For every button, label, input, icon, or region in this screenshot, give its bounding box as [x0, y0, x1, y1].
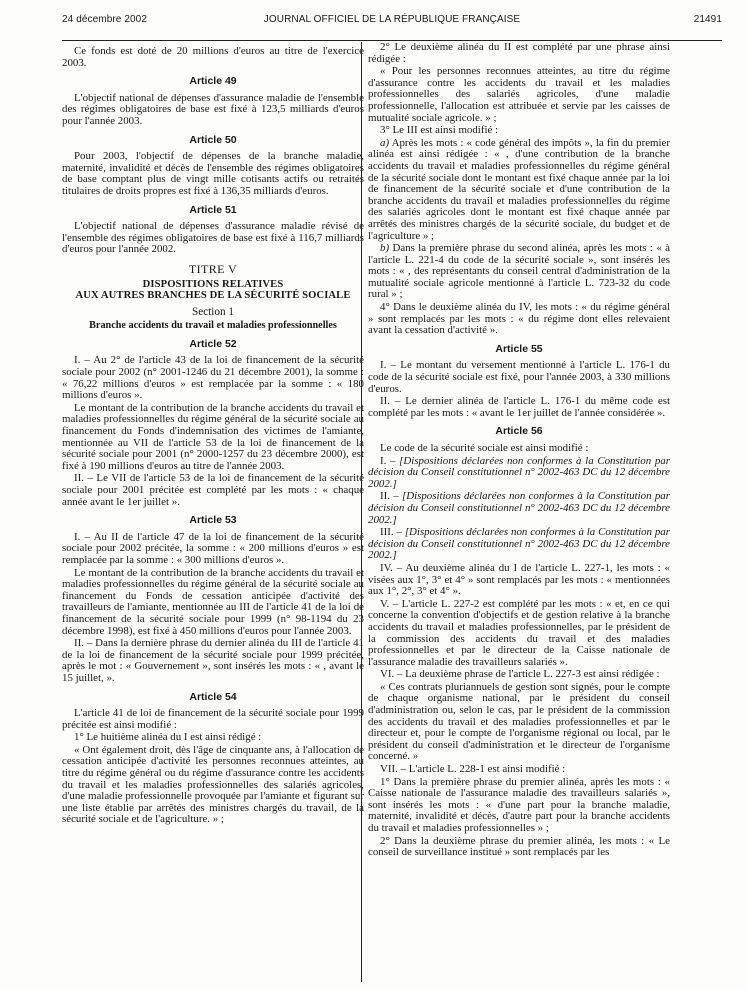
running-header	[62, 12, 722, 28]
article-56-title: Article 56	[495, 425, 543, 438]
paragraph	[368, 243, 670, 301]
censored-provision: [Dispositions déclarées non conformes à la Constitution par décision du Conseil constitutionnel n° 2002-463 DC du 12 décembre 2002.]	[368, 490, 670, 526]
paragraph	[368, 138, 670, 242]
paragraph: II. – Le VII de l'article 53 de la loi de financement de la sécurité sociale pour 2001 précitée est complété par les mots : « chaque année avant le 1er juillet ».	[62, 472, 364, 508]
header-rule	[62, 40, 722, 41]
dispositions-heading-line1: DISPOSITIONS RELATIVES	[142, 278, 284, 290]
paragraph: I. – Au 2° de l'article 43 de la loi de financement de la sécurité sociale pour 2002 (n° 2001-1246 du 21 décembre 2001), la somme : « 76,22 millions d'euros » est remplacée par la somme : « 180 millions d'euros ».	[62, 354, 364, 402]
header-date: 24 décembre 2002	[62, 14, 147, 25]
paragraph: « Pour les personnes reconnues atteintes, au titre du régime d'assurance contre les accidents du travail et les maladies professionnelles des salariés agricoles, d'une maladie professionnelle, l'allocation est attribuée et servie par les caisses de mutualité sociale agricole. » ;	[368, 65, 670, 124]
paragraph-text: Après les mots : « code général des impôts », la fin du premier alinéa est ainsi rédigée : « , d'une contribution de la branche accidents du travail et maladies professionnelles du régime général de la sécurité sociale dont le montant est fixé chaque année par la loi de financement de la sécurité sociale et d'une contribution de la branche accidents du travail et maladies professionnelles du régime des salariés agricoles dont le montant est fixé chaque année par arrêtés des ministres chargés de la sécurité sociale, du budget et de l'agriculture » ;	[368, 136, 670, 242]
dispositions-heading-line2: AUX AUTRES BRANCHES DE LA SÉCURITÉ SOCIALE	[75, 290, 351, 302]
article-49-title: Article 49	[189, 75, 237, 88]
paragraph: Le montant de la contribution de la branche accidents du travail et maladies professionnelles du régime général de la sécurité sociale au financement du Fonds d'indemnisation des victimes de l'amiante, mentionnée au VII de l'article 53 de la loi de financement de la sécurité sociale pour 2001 (n° 2000-1257 du 23 décembre 2000), est fixé à 190 millions d'euros au titre de l'année 2003.	[62, 401, 364, 472]
paragraph	[368, 491, 670, 526]
paragraph: I. – Le montant du versement mentionné à l'article L. 176-1 du code de la sécurité sociale est fixé, pour l'année 2003, à 330 millions d'euros.	[368, 359, 670, 395]
item-letter: a)	[380, 136, 390, 149]
branche-heading: Branche accidents du travail et maladies professionnelles	[89, 320, 337, 332]
article-50-title: Article 50	[189, 133, 237, 146]
header-page-number: 21491	[693, 14, 722, 25]
paragraph: 2° Le deuxième alinéa du II est complété par une phrase ainsi rédigée :	[368, 42, 670, 65]
paragraph: Ce fonds est doté de 20 millions d'euros au titre de l'exercice 2003.	[62, 45, 364, 69]
paragraph: L'objectif national de dépenses d'assurance maladie révisé de l'ensemble des régimes obligatoires de base est fixé à 116,7 milliards d'euros pour l'année 2002.	[62, 220, 364, 256]
article-53-title: Article 53	[189, 514, 237, 527]
left-column	[62, 42, 364, 982]
paragraph: 1° Le huitième alinéa du I est ainsi rédigé :	[74, 731, 262, 744]
censored-provision: [Dispositions déclarées non conformes à la Constitution par décision du Conseil constitutionnel n° 2002-463 DC du 12 décembre 2002.]	[368, 526, 670, 562]
item-number: II. –	[380, 490, 402, 503]
paragraph: « Ont également droit, dès l'âge de cinquante ans, à l'allocation de cessation anticipée d'activité les personnes reconnues atteintes, au titre du régime général ou du régime d'assurance contre les accidents du travail et les maladies professionnelles des salariés agricoles, d'une maladie professionnelle provoquée par l'amiante et figurant sur une liste établie par arrêtés des ministres chargés du travail, de la sécurité sociale et de l'agriculture. » ;	[62, 743, 364, 826]
paragraph	[368, 527, 670, 562]
article-52-title: Article 52	[189, 337, 237, 350]
paragraph-text: Dans la première phrase du second alinéa, après les mots : « à l'article L. 221-4 du code de la sécurité sociale », sont insérés les mots : « , des représentants du conseil central d'administration de la mutualité sociale agricole mentionné à l'article L. 723-32 du code rural » ;	[368, 242, 670, 301]
paragraph: 1° Dans la première phrase du premier alinéa, après les mots : « Caisse nationale de l'assurance maladie des travailleurs salariés », sont insérés les mots : « d'une part pour la branche maladie, maternité, invalidité et décès, d'autre part pour la branche accidents du travail et maladies professionnelles » ;	[368, 775, 670, 834]
censored-provision: [Dispositions déclarées non conformes à la Constitution par décision du Conseil constitutionnel n° 2002-463 DC du 12 décembre 2002.]	[368, 454, 670, 490]
article-54-title: Article 54	[189, 690, 237, 703]
paragraph: II. – Dans la dernière phrase du dernier alinéa du III de l'article 41 de la loi de financement de la sécurité sociale pour 1999 précitée, après le mot : « Gouvernement », sont insérés les mots : « , avant le 15 juillet, ».	[62, 637, 364, 684]
paragraph: 4° Dans le deuxième alinéa du IV, les mots : « du régime général » sont remplacés par les mots : « du régime dont elles relevaient avant la cessation d'activité ».	[368, 301, 670, 337]
right-column	[368, 42, 670, 987]
paragraph: VII. – L'article L. 228-1 est ainsi modifié :	[380, 763, 566, 776]
paragraph	[368, 456, 670, 491]
paragraph: II. – Le dernier alinéa de l'article L. 176-1 du même code est complété par les mots : « avant le 1er juillet de l'année considérée ».	[368, 395, 670, 419]
paragraph: I. – Au II de l'article 47 de la loi de financement de la sécurité sociale pour 2002 précitée, la somme : « 200 millions d'euros » est remplacée par la somme : « 300 millions d'euros ».	[62, 530, 364, 566]
paragraph: Le montant de la contribution de la branche accidents du travail et maladies professionnelles du régime général de la sécurité sociale au financement du Fonds de cessation anticipée d'activité des travailleurs de l'amiante, mentionnée au III de l'article 41 de la loi de financement de la sécurité sociale pour 1999 (n° 98-1194 du 23 décembre 1998), est fixé à 450 millions d'euros pour l'année 2003.	[62, 566, 364, 637]
paragraph: VI. – La deuxième phrase de l'article L. 227-3 est ainsi rédigée :	[380, 668, 660, 681]
article-55-title: Article 55	[495, 342, 543, 355]
item-letter: b)	[380, 242, 390, 255]
column-divider	[361, 42, 362, 982]
titre-heading: TITRE V	[188, 261, 238, 276]
paragraph: V. – L'article L. 227-2 est complété par les mots : « et, en ce qui concerne la convention d'objectifs et de gestion relative à la branche accidents du travail et maladies professionnelles, par le président de la commission des accidents du travail et des maladies professionnelles et par le directeur de la Caisse nationale de l'assurance maladie des travailleurs salariés ».	[368, 597, 670, 668]
section-heading: Section 1	[192, 305, 234, 318]
item-number: I. –	[380, 454, 400, 467]
paragraph: IV. – Au deuxième alinéa du I de l'article L. 227-1, les mots : « visées aux 1°, 3° et 4° » sont remplacés par les mots : « mentionnées aux 1°, 2°, 3° et 4° ».	[368, 561, 670, 598]
paragraph: 3° Le III est ainsi modifié :	[380, 124, 499, 137]
paragraph: L'article 41 de loi de financement de la sécurité sociale pour 1999 précitée est ainsi modifié :	[62, 707, 364, 731]
paragraph: L'objectif national de dépenses d'assurance maladie de l'ensemble des régimes obligatoires de base est fixé à 123,5 milliards d'euros pour l'année 2003.	[62, 91, 364, 127]
paragraph: Pour 2003, l'objectif de dépenses de la branche maladie, maternité, invalidité et décès de l'ensemble des régimes obligatoires de base comptant plus de vingt mille cotisants actifs ou retraités titulaires de droits propres est fixé à 136,35 milliards d'euros.	[62, 150, 364, 197]
paragraph: « Ces contrats pluriannuels de gestion sont signés, pour le compte de chaque organisme national, par le président du conseil d'administration ou, selon le cas, par le président de la commission des accidents du travail et des maladies professionnelles et par le directeur et, pour le compte de l'organisme régional ou local, par le président du conseil d'administration et le directeur de l'organisme concerné. »	[368, 680, 670, 763]
header-journal-title: JOURNAL OFFICIEL DE LA RÉPUBLIQUE FRANÇAISE	[263, 14, 521, 25]
paragraph: Le code de la sécurité sociale est ainsi modifié :	[380, 442, 589, 454]
item-number: III. –	[380, 526, 405, 539]
article-51-title: Article 51	[189, 203, 237, 216]
paragraph: 2° Dans la deuxième phrase du premier alinéa, les mots : « Le conseil de surveillance institué » sont remplacés par les	[368, 834, 670, 859]
